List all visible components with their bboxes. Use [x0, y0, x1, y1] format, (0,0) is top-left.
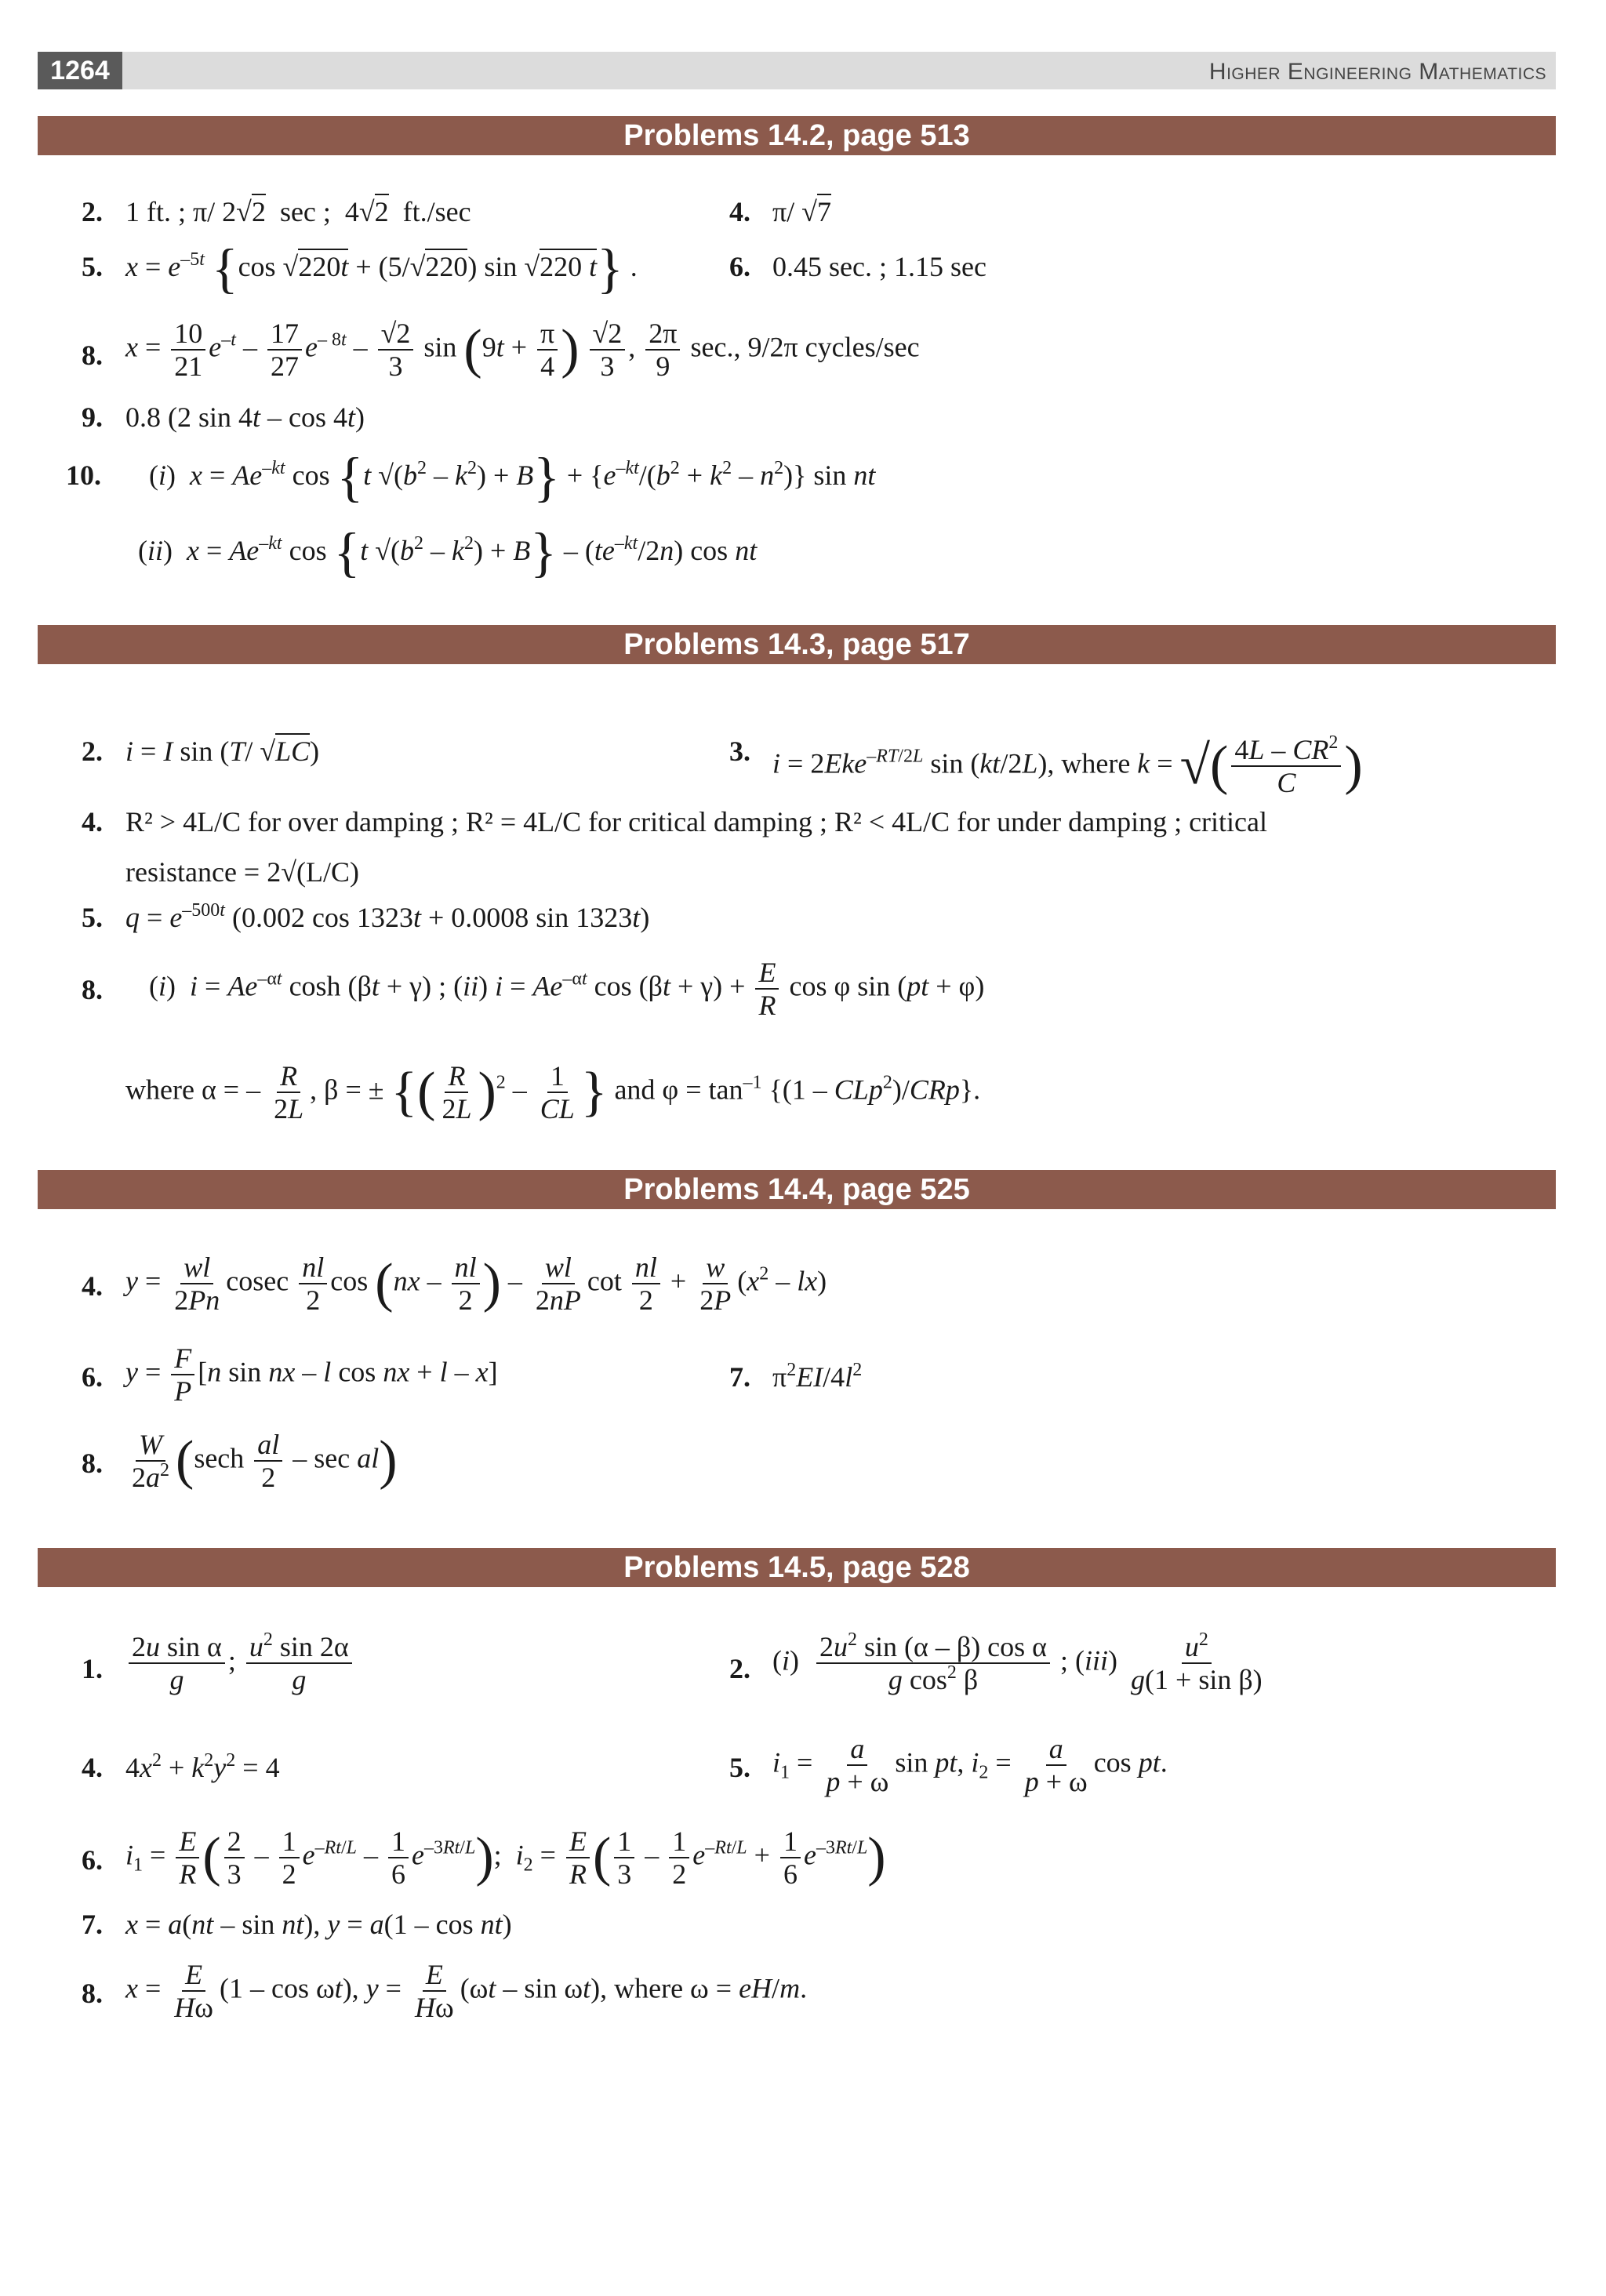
- answer-text: resistance = 2√(L/C): [125, 856, 359, 888]
- answer-number: 6.: [82, 1361, 103, 1393]
- answer-text: (i) $\frac{2u^2 \sin (\alpha - \beta) \cos \alpha}{g \cos^2 \beta}$ ; (iii) $\frac{u^2}{\text{g(1 + sin β)}}$: [772, 1629, 1263, 1695]
- answer-number: 4.: [729, 196, 750, 227]
- answer-text: (ii) $x = Ae^{-kt}$ cos {t $√(b^2 - k^2) + B\} - (te^{-kt}/2n)$ cos nt: [138, 522, 758, 583]
- answer-number: 3.: [729, 736, 750, 767]
- answer-text: i = 2Eke$^{-RT/2L}$ sin (kt/2L), where k = √( $\frac{4L - CR^2}{C}$ ): [772, 732, 1363, 798]
- answer-number: 2.: [82, 736, 103, 767]
- answer-number: 5.: [82, 251, 103, 282]
- section-heading: Problems 14.4, page 525: [38, 1170, 1556, 1209]
- running-title: Higher Engineering Mathematics: [1208, 59, 1546, 85]
- answer-number: 4.: [82, 1270, 103, 1302]
- answer-number: 8.: [82, 1978, 103, 2009]
- answer-text: where α = – $\frac{R}{2L}$ , β = ± {( $\frac{R}{2L}$ )$^2$ – $\frac{1}{CL}$ } and $\varphi = \tan^{-1} \{(1 - CLp^2)/CRp\}$.: [125, 1060, 981, 1124]
- answer-number: 10.: [66, 460, 101, 491]
- answer-text: 1 ft. ; π/ 2√2 sec ; 4√2 ft./sec: [125, 194, 471, 229]
- answer-text: y = $\frac{F}{P}$ [n sin nx – l cos nx + l – x]: [125, 1342, 498, 1407]
- page-number: 1264: [38, 52, 122, 89]
- answer-text: $i_1$ = $\frac{a}{p + \omega}$ sin pt, $i_2$ = $\frac{a}{p + \omega}$ cos pt.: [772, 1733, 1168, 1797]
- answer-text: x = a(nt – sin nt), y = a(1 – cos nt): [125, 1909, 512, 1940]
- answer-number: 8.: [82, 1448, 103, 1479]
- answer-text: x = $\frac{E}{H\omega}$ (1 – cos ωt), y = $\frac{E}{H\omega}$ (ωt – sin ωt), where ω = eH/m.: [125, 1959, 808, 2023]
- answer-number: 5.: [82, 902, 103, 933]
- answer-number: 2.: [82, 196, 103, 227]
- answer-text: $q = e^{-500t}$ (0.002 cos 1323t + 0.0008 sin 1323t): [125, 900, 650, 933]
- answer-number: 6.: [82, 1844, 103, 1876]
- answer-text: $4x^2 + k^2y^2 = 4$: [125, 1750, 280, 1783]
- answer-number: 1.: [82, 1653, 103, 1684]
- section-heading: Problems 14.5, page 528: [38, 1548, 1556, 1587]
- answer-text: $x = e^{-5t}$ {cos √220t + (5/√220) sin √220 t} .: [125, 238, 638, 300]
- answer-text: R² > 4L/C for over damping ; R² = 4L/C for critical damping ; R² < 4L/C for under damping ; critical: [125, 806, 1268, 837]
- answer-text: π/ √7: [772, 194, 831, 229]
- section-heading: Problems 14.3, page 517: [38, 625, 1556, 664]
- answer-text: $i_1$ = $\frac{E}{R}$ ( $\frac{2}{3}$ – $\frac{1}{2}$ $e^{-Rt/L}$ – $\frac{1}{6}$ $e^{-3Rt/L}$); $i_2$ = $\frac{E}{R}$ ( $\frac{1}{3}$ – $\frac{1}{2}$ $e^{-Rt/L}$ + $\frac{1}{6}$ $e^{-3Rt/L}$): [125, 1826, 886, 1890]
- answer-text: (i) $x = Ae^{-kt}$ cos {t $√(b^2 - k^2) + B\} + \{e^{-kt}/(b^2 + k^2 - n^2)\}$ sin nt: [149, 447, 876, 508]
- answer-number: 7.: [82, 1909, 103, 1940]
- answer-number: 6.: [729, 251, 750, 282]
- answer-text-tail: sec., 9/2π cycles/sec: [690, 331, 920, 363]
- answer-text: $\pi^2EI/4l^2$: [772, 1360, 863, 1393]
- section-heading: Problems 14.2, page 513: [38, 116, 1556, 155]
- answer-number: 4.: [82, 1752, 103, 1783]
- answer-number: 2.: [729, 1653, 750, 1684]
- answer-text: $\frac{\text{2u sin α}}{g}$ ; $\frac{u^2 \sin 2\alpha}{g}$: [125, 1631, 355, 1695]
- answer-number: 8.: [82, 340, 103, 371]
- answer-text: $\frac{W}{2a^2}$ (sech $\frac{al}{2}$ – sec al): [132, 1429, 398, 1493]
- answer-text: x = $\frac{10}{21}$ $e^{-t}$ – $\frac{17}{27}$ $e^{- 8t}$ – $\frac{√2}{3}$ sin (9t + $\frac{\pi}{4}$ ) $\frac{√2}{3}$ , $\frac{2\pi}{9}$ sec., 9/2π cycles/sec: [125, 318, 920, 382]
- answer-text: i = I sin (T/ √LC): [125, 734, 319, 768]
- answer-number: 4.: [82, 806, 103, 837]
- answer-text: y = $\frac{wl}{2Pn}$ cosec $\frac{nl}{2}$ cos (nx – $\frac{nl}{2}$ ) – $\frac{wl}{2nP}$ cot $\frac{nl}{2}$ + $\frac{w}{2P}$ $(x^2 - lx)$: [125, 1252, 827, 1316]
- answer-number: 9.: [82, 401, 103, 433]
- answer-number: 5.: [729, 1752, 750, 1783]
- answer-text: (i) $i = Ae^{-\alpha t}$ cosh (βt + γ) ; (ii) $i = Ae^{-\alpha t}$ cos (βt + γ) + $\frac{E}{R}$ cos φ sin (pt + φ): [149, 957, 985, 1021]
- answer-text: 0.8 (2 sin 4t – cos 4t): [125, 401, 365, 433]
- answer-number: 7.: [729, 1361, 750, 1393]
- answer-text: 0.45 sec. ; 1.15 sec: [772, 251, 986, 282]
- answer-number: 8.: [82, 974, 103, 1005]
